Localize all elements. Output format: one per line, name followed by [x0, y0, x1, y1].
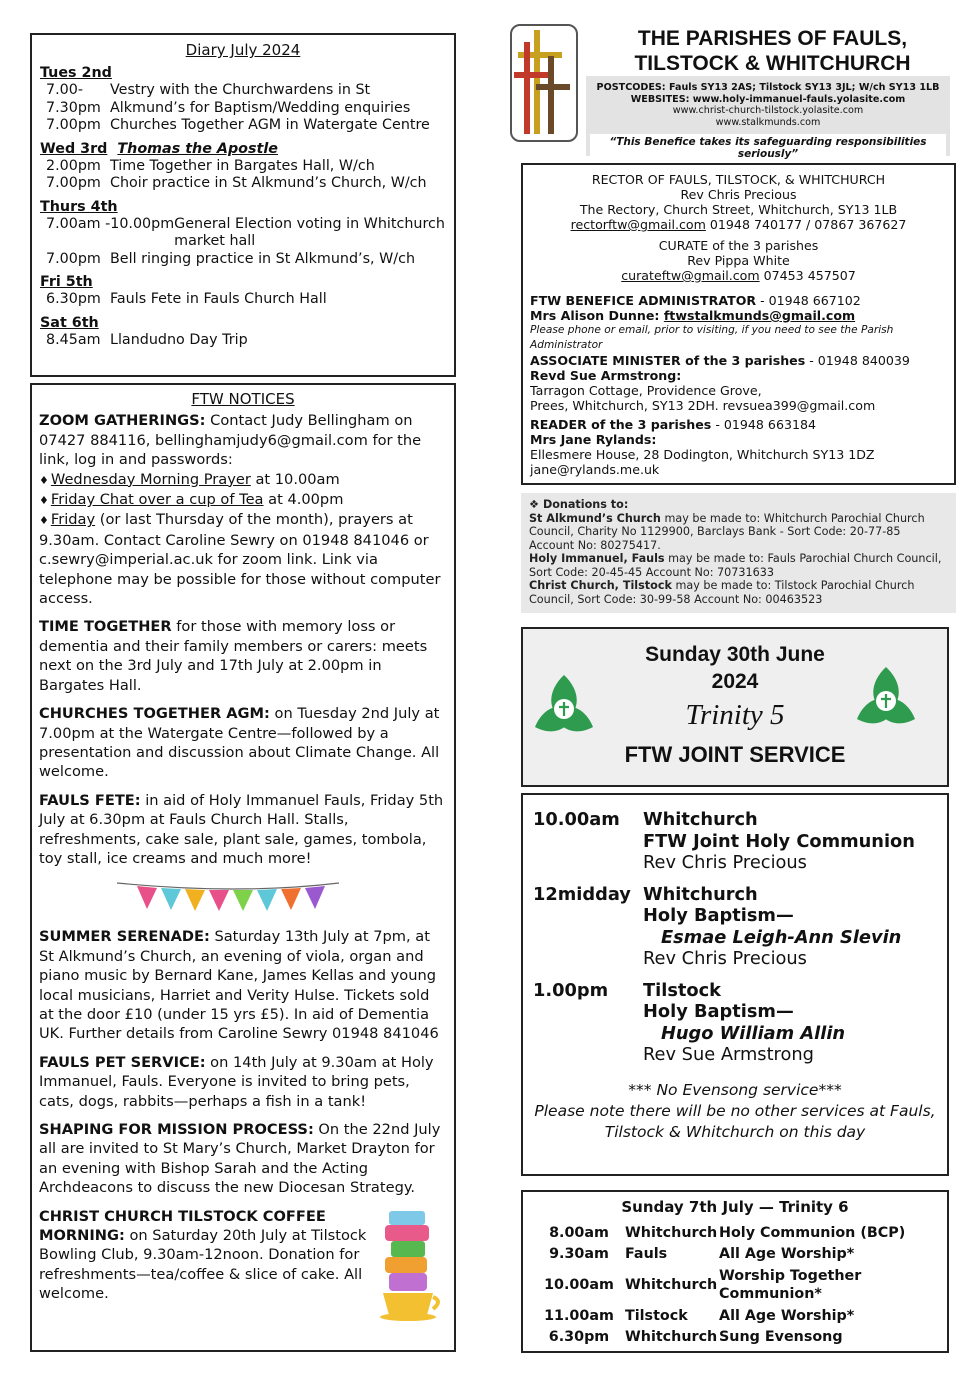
donations-title: Donations to: [542, 498, 629, 511]
diary-day-name: Fri 5th [40, 274, 93, 290]
notice-text: on 14th July at 9.30am at Holy Immanuel, Fauls. Everyone is invited to bring pets, cats, dogs, rabbits—perhaps a fish in a tank! [39, 1053, 434, 1110]
notice-text: on Saturday 20th July at Tilstock Bowling Club, 9.30am-12noon. Donation for refreshments—tea/coffee & slice of cake. All welcome. [39, 1227, 367, 1303]
event-time: 7.00-7.30pm [46, 82, 101, 116]
curate-contact [530, 268, 947, 283]
no-evensong-note: *** No Evensong service*** [628, 1080, 842, 1099]
assoc-line [530, 353, 947, 368]
row-place: Whitchurch [625, 1329, 718, 1345]
service-list [533, 809, 937, 1066]
diary-day-name: Tues 2nd [40, 65, 112, 81]
service-details [643, 809, 937, 874]
trinity-knot-icon [529, 671, 599, 741]
service-time: 12midday [533, 883, 631, 905]
donation-text: may be made to: Fauls Parochial Church Council, Sort Code: 20-45-45 Account No: 70731633 [529, 552, 942, 579]
diary-day-name: Thurs 4th [40, 198, 118, 215]
assoc-name: Revd Sue Armstrong: [530, 368, 682, 383]
cross-red-icon [524, 42, 530, 134]
notice-heading: CHRIST CHURCH TILSTOCK COFFEE MORNING: [39, 1207, 326, 1245]
row-place: Whitchurch [625, 1276, 718, 1293]
diary-event [40, 251, 446, 269]
diamond-icon: ❖ [529, 498, 540, 511]
notice-text: Contact Judy Bellingham on 07427 884116, bellinghamjudy6@gmail.com for the link, log in and passwords: [39, 412, 422, 469]
notice-heading: ZOOM GATHERINGS: [39, 412, 206, 430]
reader-address: Ellesmere House, 28 Dodington, Whitchurch SY13 1DZ [530, 447, 875, 462]
rector-phone: 01948 740177 / 07867 367627 [705, 217, 907, 232]
bullet-item [39, 471, 340, 488]
services-note: Please note there will be no other services at Fauls, Tilstock & Whitchurch on this day [534, 1101, 936, 1141]
notice-text: in aid of Holy Immanuel Fauls, Friday 5th July at 6.30pm at Fauls Church Hall. Stalls, refreshments, cake sale, plant sale, games, tombola, toy stall, ice creams and much more! [39, 791, 444, 867]
notice-fete [39, 791, 447, 869]
admin-name-line [530, 308, 947, 323]
admin-name: Mrs Alison Dunne: [530, 308, 664, 323]
service-place: Tilstock [643, 979, 721, 1001]
services-box [521, 793, 949, 1176]
admin-email-link[interactable]: ftwstalkmunds@gmail.com [663, 308, 856, 323]
reader-title: READER of the 3 parishes [530, 417, 712, 432]
admin-note: Please phone or email, prior to visiting, if you need to see the Parish Administrator [530, 324, 894, 351]
sunday-30-june-box [521, 627, 949, 787]
service-place: Whitchurch [643, 883, 758, 905]
service-type: FTW Joint Holy Communion [643, 830, 915, 852]
next-sunday-table [533, 1222, 937, 1348]
cross-brown-icon [548, 56, 554, 134]
row-time: 9.30am [549, 1246, 609, 1262]
diary-event [40, 158, 446, 176]
trinity-label: Trinity 5 [685, 699, 785, 731]
notice-serenade [39, 927, 447, 1043]
service-item [533, 809, 937, 874]
notice-agm [39, 704, 447, 782]
feast-name: Thomas the Apostle [117, 140, 278, 157]
next-sunday-box [521, 1190, 949, 1353]
row-place: Whitchurch [625, 1224, 718, 1241]
donations-heading [529, 498, 948, 512]
service-details [643, 884, 937, 970]
service-type: Holy Baptism— [643, 905, 794, 926]
rector-contact [530, 217, 947, 232]
diary-event [40, 291, 446, 309]
notices-box [30, 383, 456, 1352]
service-minister: Rev Chris Precious [643, 948, 807, 969]
donations-box [521, 493, 956, 613]
website-link[interactable]: www.christ-church-tilstock.yolasite.com [672, 105, 864, 116]
notice-text: On the 22nd July all are invited to St Mary’s Church, Market Drayton for an evening with Bishop Sarah and the Acting Archdeacons to discuss the new Diocesan Strategy. [39, 1121, 441, 1197]
donation-item [529, 512, 948, 553]
rector-title: RECTOR OF FAULS, TILSTOCK, & WHITCHURCH [591, 172, 886, 187]
notice-heading: SHAPING FOR MISSION PROCESS: [39, 1121, 314, 1138]
teacups-image [377, 1207, 447, 1328]
curate-title: CURATE of the 3 parishes [658, 238, 819, 253]
service-item [533, 980, 937, 1066]
diary-day [40, 314, 446, 350]
assoc-phone: - 01948 840039 [805, 353, 910, 368]
notice-pet-service [39, 1053, 447, 1111]
event-desc: Bell ringing practice in St Alkmund’s, W/ch [110, 250, 416, 267]
table-row [533, 1265, 937, 1305]
notice-text: Saturday 13th July at 7pm, at St Alkmund’s Church, an evening of viola, organ and piano music by Bernard Kane, James Kellas and young local musicians, Harriet and Verity Hulse. Tickets sold at the door £10 (under 15 yrs £5). In aid of Dementia UK. Further details from Caroline Sewry 01948 841046 [39, 928, 439, 1043]
event-desc: Time Together in Bargates Hall, W/ch [110, 157, 375, 174]
service-place: Whitchurch [643, 809, 758, 830]
cross-brown-bar [536, 84, 570, 90]
event-desc: General Election voting in Whitchurch market hall [174, 215, 445, 249]
row-time: 6.30pm [548, 1329, 610, 1345]
diary-event [40, 175, 446, 193]
event-desc: Churches Together AGM in Watergate Centre [110, 117, 430, 133]
donation-item [529, 579, 948, 606]
baptism-name: Esmae Leigh-Ann Slevin [661, 926, 902, 948]
diary-day [40, 140, 446, 193]
bullet-text: at 10.00am [250, 470, 340, 488]
link-friday-prayers[interactable]: Friday [50, 511, 96, 529]
link-wednesday-prayer[interactable]: Wednesday Morning Prayer [50, 470, 251, 488]
notices-title: FTW NOTICES [191, 390, 295, 408]
diary-day [40, 198, 446, 269]
rector-name: Rev Chris Precious [680, 187, 797, 202]
bullet-text: (or last Thursday of the month), prayers at 9.30am. Contact Caroline Sewry on 01948 841046 or c.sewry@imperial.ac.uk for zoom link. Link via telephone may be possible for those without computer access. [39, 511, 441, 608]
service-minister: Rev Sue Armstrong [643, 1044, 814, 1065]
service-time: 1.00pm [533, 979, 609, 1001]
rector-email-link[interactable]: rectorftw@gmail.com [570, 217, 706, 232]
service-details [643, 980, 937, 1066]
service-time: 10.00am [533, 809, 620, 830]
reader-email: jane@rylands.me.uk [530, 462, 660, 477]
title-line: TILSTOCK & WHITCHURCH [634, 52, 911, 75]
row-time: 10.00am [544, 1276, 614, 1293]
donation-item [529, 552, 948, 579]
event-time: 7.00pm [46, 117, 101, 133]
donation-church: Christ Church, Tilstock [529, 579, 672, 592]
event-time: 7.00pm [46, 250, 101, 267]
cross-logo [510, 24, 578, 142]
contacts-box [521, 163, 956, 485]
diary-title: Diary July 2024 [185, 41, 301, 59]
event-desc: Vestry with the Churchwardens in St Alkmund’s for Baptism/Wedding enquiries [110, 82, 411, 116]
header-info [586, 76, 950, 160]
notice-coffee-row [39, 1207, 447, 1328]
row-service: All Age Worship* [719, 1246, 855, 1262]
bunting-image [39, 877, 447, 917]
notice-heading: CHURCHES TOGETHER AGM: [39, 705, 270, 723]
admin-title: FTW BENEFICE ADMINISTRATOR [530, 293, 757, 308]
row-service: Holy Communion (BCP) [719, 1224, 906, 1241]
postcodes: POSTCODES: Fauls SY13 2AS; Tilstock SY13 3JL; W/ch SY13 1LB [596, 82, 940, 93]
table-row [533, 1222, 937, 1244]
service-minister: Rev Chris Precious [643, 852, 807, 873]
title-line: THE PARISHES OF FAULS, [637, 27, 908, 50]
assoc-address: Prees, Whitchurch, SY13 2DH. revsuea399@gmail.com [530, 398, 876, 413]
diary-day-name: Sat 6th [40, 314, 99, 331]
rector-address: The Rectory, Church Street, Whitchurch, SY13 1LB [579, 202, 898, 217]
event-time: 6.30pm [46, 291, 101, 307]
row-service: Worship Together Communion* [719, 1267, 862, 1302]
donation-church: St Alkmund’s Church [529, 511, 661, 525]
event-time: 8.45am [46, 331, 101, 348]
notice-text: for those with memory loss or dementia and their family members or carers: meets next on the 3rd July and 17th July at 2.00pm in Bargates Hall. [39, 618, 428, 694]
row-place: Fauls [625, 1246, 668, 1262]
link-friday-chat[interactable]: Friday Chat over a cup of Tea [50, 491, 264, 509]
safeguarding-statement: “This Benefice takes its safeguarding responsibilities seriously” [590, 134, 946, 163]
bullet-text: at 4.00pm [263, 491, 344, 509]
notice-heading: FAULS PET SERVICE: [39, 1053, 206, 1071]
diary-day [40, 273, 446, 309]
event-desc: Fauls Fete in Fauls Church Hall [110, 291, 327, 307]
event-desc: Choir practice in St Alkmund’s Church, W/ch [110, 175, 427, 191]
notice-text: on Tuesday 2nd July at 7.00pm at the Watergate Centre—followed by a presentation and discussion about Climate Change. All welcome. [39, 705, 440, 781]
event-time: 2.00pm [46, 157, 101, 174]
notice-heading: TIME TOGETHER [39, 618, 172, 636]
website-link[interactable]: www.stalkmunds.com [715, 116, 821, 128]
donation-text: may be made to: Tilstock Parochial Church Council, Sort Code: 30-99-58 Account No: 00463523 [529, 579, 915, 606]
diary-day [40, 64, 446, 135]
notice-time-together [39, 617, 447, 695]
row-time: 8.00am [549, 1224, 609, 1241]
reader-line [530, 417, 947, 432]
diary-event [40, 117, 446, 135]
curate-name: Rev Pippa White [687, 253, 790, 268]
diary-event [40, 216, 446, 251]
donation-text: may be made to: Whitchurch Parochial Church Council, Charity No 1129900, Barclays Bank - Sort Code: 20-77-85 Account No: 80275417. [529, 511, 925, 552]
table-row [533, 1305, 937, 1327]
bullet-item [39, 491, 343, 508]
date-line: Sunday 30th June [645, 643, 825, 666]
diary-day-name: Wed 3rd Thomas the Apostle [40, 140, 278, 157]
diary-box [30, 33, 456, 377]
event-desc: Llandudno Day Trip [110, 331, 248, 348]
curate-phone: 07453 457507 [759, 268, 856, 283]
notice-zoom [39, 411, 447, 608]
cross-red-bar [514, 72, 550, 78]
row-time: 11.00am [544, 1307, 614, 1324]
admin-line [530, 293, 947, 308]
assoc-address: Tarragon Cottage, Providence Grove, [530, 383, 762, 398]
event-time: 7.00pm [46, 175, 101, 191]
table-row [533, 1327, 937, 1349]
cross-gold-icon [534, 30, 540, 134]
website-link[interactable]: WEBSITES: www.holy-immanuel-fauls.yolasite.com [630, 93, 906, 105]
parish-title [590, 26, 955, 76]
reader-phone: - 01948 663184 [711, 417, 817, 432]
admin-phone: - 01948 667102 [756, 293, 861, 308]
date-line: 2024 [711, 670, 759, 693]
notice-mission [39, 1120, 447, 1198]
trinity-knot-icon [851, 663, 921, 733]
baptism-name: Hugo William Allin [661, 1022, 846, 1044]
next-sunday-title: Sunday 7th July — Trinity 6 [621, 1198, 849, 1216]
reader-name: Mrs Jane Rylands: [530, 432, 657, 447]
service-item [533, 884, 937, 970]
service-type: Holy Baptism— [643, 1001, 794, 1022]
row-service: Sung Evensong [719, 1329, 843, 1345]
curate-email-link[interactable]: curateftw@gmail.com [621, 268, 760, 283]
donation-church: Holy Immanuel, Fauls [529, 552, 665, 565]
diary-event [40, 332, 446, 350]
notice-coffee [39, 1207, 377, 1328]
diary-event [40, 82, 446, 117]
notice-heading: FAULS FETE: [39, 791, 141, 809]
table-row [533, 1244, 937, 1266]
event-time: 7.00am -10.00pm [46, 215, 175, 232]
row-service: All Age Worship* [719, 1307, 855, 1324]
joint-service-label: FTW JOINT SERVICE [624, 742, 846, 767]
bullet-item [39, 511, 440, 607]
notice-heading: SUMMER SERENADE: [39, 928, 210, 946]
row-place: Tilstock [625, 1307, 688, 1324]
diary-days [40, 64, 446, 349]
assoc-title: ASSOCIATE MINISTER of the 3 parishes [530, 353, 806, 368]
